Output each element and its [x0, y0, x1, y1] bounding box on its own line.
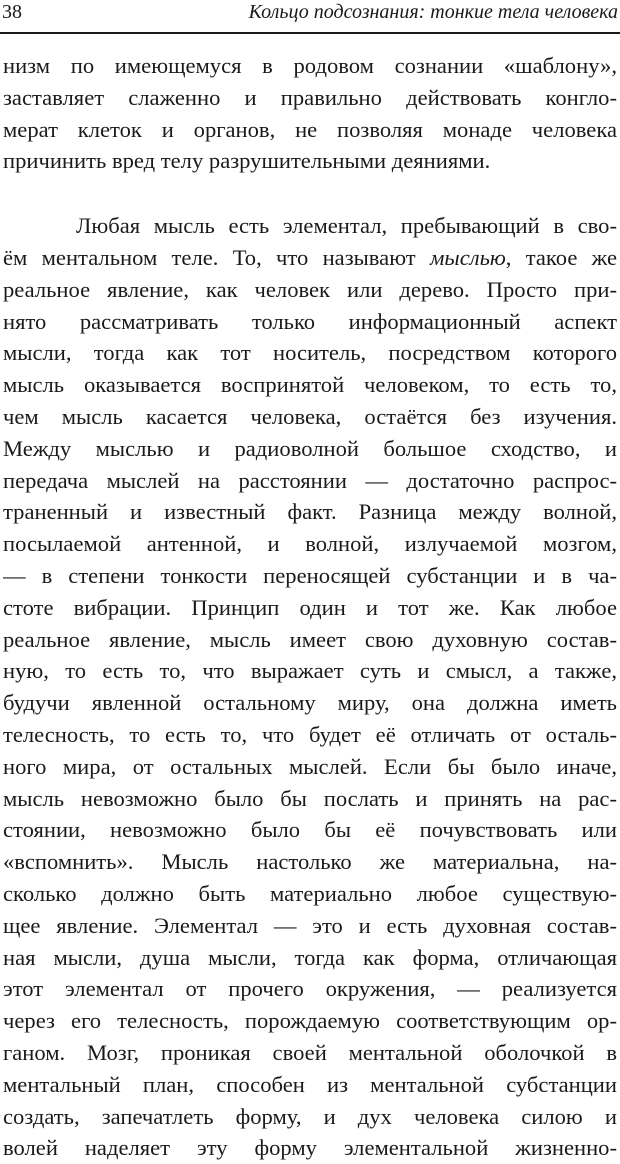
text-line: создать, запечатлеть форму, и дух человека силою и	[3, 1103, 617, 1129]
text-line: реальное явление, как человек или дерево. Просто при-	[3, 276, 617, 302]
header-rule	[0, 32, 620, 34]
text-line: мысли, тогда как тот носитель, посредством которого	[3, 340, 617, 366]
text-line: мысль оказывается воспринятой человеком, то есть то,	[3, 372, 617, 398]
text-line: сколько должно быть материально любое существую-	[3, 880, 617, 906]
text-line: волей наделяет эту форму элементальной жизненно-	[3, 1135, 617, 1161]
text-line: «вспомнить». Мысль настолько же материальна, на-	[3, 849, 617, 875]
text-line: щее явление. Элементал — это и есть духовная состав-	[3, 912, 617, 938]
text-line: низм по имеющемуся в родовом сознании «шаблону»,	[3, 53, 617, 78]
emphasized-word: мыслью	[429, 244, 506, 270]
text-line: посылаемой антенной, и волной, излучаемой мозгом,	[3, 531, 617, 557]
text-line: стоте вибрации. Принцип один и тот же. Как любое	[3, 594, 617, 620]
text-line: — в степени тонкости переносящей субстанции и в ча-	[3, 562, 617, 588]
text-line: ную, то есть то, что выражает суть и смысл, а также,	[3, 658, 617, 684]
text-line: будучи явленной остальному миру, она должна иметь	[3, 690, 617, 716]
paragraph-1	[3, 50, 617, 177]
text-line: этот элементал от прочего окружения, — реализуется	[3, 976, 617, 1002]
text-line: чем мысль касается человека, остаётся без изучения.	[3, 403, 617, 429]
text-line: стоянии, невозможно было бы её почувствовать или	[3, 817, 617, 843]
text-line: нято рассматривать только информационный аспект	[3, 308, 617, 334]
text-line: ментальный план, способен из ментальной субстанции	[3, 1071, 617, 1097]
text-segment: ём ментальном теле. То, что называют	[3, 244, 430, 270]
text-line: передача мыслей на расстоянии — достаточно распрос-	[3, 467, 617, 493]
text-line: ная мысли, душа мысли, тогда как форма, отличающая	[3, 944, 617, 970]
text-line: траненный и известный факт. Разница между волной,	[3, 499, 617, 525]
paragraph-2	[3, 210, 617, 1164]
body-text	[3, 50, 617, 1164]
text-line: мерат клеток и органов, не позволяя монаде человека	[3, 116, 617, 142]
page-number: 38	[2, 1, 22, 23]
text-line: ганом. Мозг, проникая своей ментальной оболочкой в	[3, 1039, 617, 1065]
running-head-title: Кольцо подсознания: тонкие тела человека	[248, 1, 618, 23]
text-segment: , такое же	[505, 244, 617, 270]
text-line	[3, 242, 617, 274]
text-line: заставляет слаженно и правильно действовать конгло-	[3, 84, 617, 110]
text-line: причинить вред телу разрушительными деяниями.	[3, 148, 491, 174]
text-line: Между мыслью и радиоволной большое сходство, и	[3, 435, 617, 461]
text-line: через его телесность, порождаемую соответствующим ор-	[3, 1008, 617, 1034]
text-line: ного мира, от остальных мыслей. Если бы было иначе,	[3, 753, 617, 779]
running-head	[2, 0, 618, 30]
text-line: реальное явление, мысль имеет свою духовную состав-	[3, 626, 617, 652]
text-line: телесность, то есть то, что будет её отличать от осталь-	[3, 721, 617, 747]
text-line: Любая мысль есть элементал, пребывающий в сво-	[76, 213, 617, 239]
text-line: мысль невозможно было бы послать и принять на рас-	[3, 785, 617, 811]
paragraph-gap	[3, 177, 617, 210]
